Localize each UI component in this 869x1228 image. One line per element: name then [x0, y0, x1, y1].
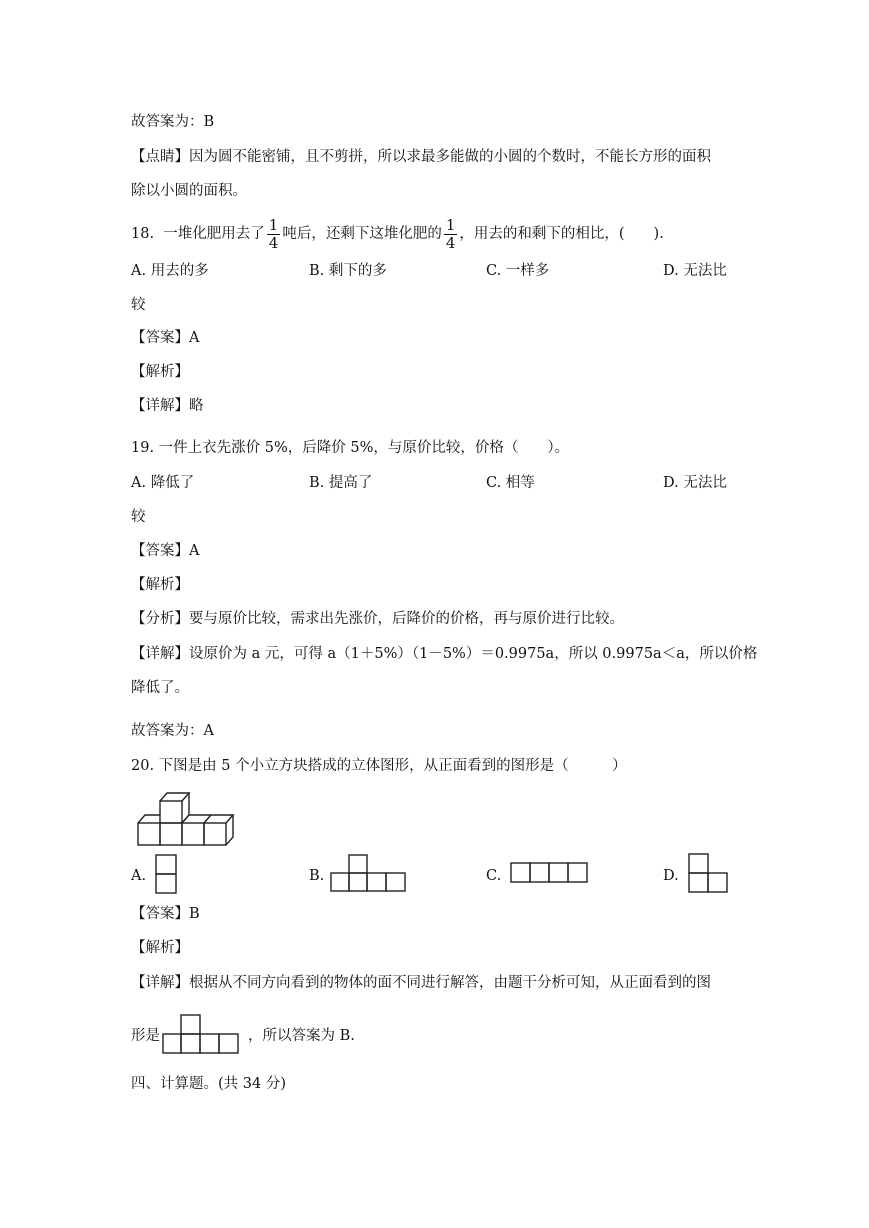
q18-stem-a: 一堆化肥用去了	[163, 226, 265, 242]
q18-stem-c: ，用去的和剩下的相比，( ).	[459, 226, 664, 242]
q18-stem-b: 吨后，还剩下这堆化肥的	[282, 226, 442, 242]
q19-fenxi: 【分析】要与原价比较，需求出先涨价，后降价的价格，再与原价进行比较。	[131, 611, 624, 627]
q18-number: 18.	[131, 226, 155, 242]
section-heading: 四、计算题。(共 34 分)	[131, 1076, 286, 1092]
q18-stem	[131, 214, 664, 254]
prev-answer-line: 故答案为：B	[131, 114, 215, 130]
q20-answer: 【答案】B	[131, 906, 200, 922]
q19-option-b: B. 提高了	[309, 475, 373, 491]
q20-detail-2a: 形是	[131, 1028, 160, 1044]
q19-final-answer: 故答案为：A	[131, 723, 214, 739]
dianjing-text: 因为圆不能密铺，且不剪拼，所以求最多能做的小圆的个数时，不能长方形的面积	[189, 149, 711, 165]
q18-fraction-2-den: 4	[445, 233, 456, 252]
q18-fraction-1-num: 1	[268, 215, 279, 234]
q20-detail-figure	[162, 1014, 242, 1056]
q19-answer: 【答案】A	[131, 543, 200, 559]
q18-fraction-2-num: 1	[445, 215, 456, 234]
cube-bottom-3	[182, 823, 204, 845]
cube-bottom-top-divider	[204, 815, 211, 823]
q20-option-b-figure	[330, 854, 410, 894]
q20-detail-2b: ，所以答案为 B.	[248, 1028, 355, 1044]
q20-jiexi: 【解析】	[131, 940, 189, 956]
prev-dianjing-line-2: 除以小圆的面积。	[131, 183, 247, 199]
q20-option-c-label: C.	[486, 868, 502, 884]
q18-option-c: C. 一样多	[486, 263, 550, 279]
cube-bottom-4	[204, 823, 226, 845]
q18-option-a: A. 用去的多	[131, 263, 209, 279]
q18-fraction-1	[267, 217, 281, 252]
q20-option-b-label: B.	[309, 868, 325, 884]
cube-top-lid	[160, 793, 189, 801]
q18-answer: 【答案】A	[131, 330, 200, 346]
cube-bottom-1	[138, 823, 160, 845]
q20-option-d-figure	[688, 853, 730, 895]
q20-option-d-label: D.	[663, 868, 679, 884]
q19-option-d: D. 无法比	[663, 475, 727, 491]
q18-fraction-2	[444, 217, 458, 252]
q20-option-c-figure	[510, 862, 590, 886]
q18-jiexi: 【解析】	[131, 364, 189, 380]
q18-option-wrap: 较	[131, 297, 146, 313]
q20-detail-1: 【详解】根据从不同方向看到的物体的面不同进行解答，由题干分析可知，从正面看到的图	[131, 975, 711, 991]
q19-option-c: C. 相等	[486, 475, 535, 491]
q19-detail-1: 【详解】设原价为 a 元，可得 a（1＋5%）（1－5%）＝0.9975a，所以 0.9975a＜a，所以价格	[131, 646, 758, 662]
q20-stem: 20. 下图是由 5 个小立方块搭成的立体图形，从正面看到的图形是（ ）	[131, 758, 627, 774]
q19-jiexi: 【解析】	[131, 577, 189, 593]
q20-option-a-label: A.	[131, 868, 147, 884]
cube-top-front	[160, 801, 182, 823]
prev-dianjing-line	[131, 147, 711, 167]
cube-bottom-top-left	[138, 815, 160, 823]
q19-option-a: A. 降低了	[131, 475, 195, 491]
q19-stem: 19. 一件上衣先涨价 5%，后降价 5%，与原价比较，价格（ ）。	[131, 440, 570, 456]
cube-bottom-2	[160, 823, 182, 845]
q19-detail-2: 降低了。	[131, 680, 189, 696]
q18-option-b: B. 剩下的多	[309, 263, 387, 279]
q18-option-d: D. 无法比	[663, 263, 727, 279]
q18-detail: 【详解】略	[131, 398, 204, 414]
dianjing-tag: 【点睛】	[131, 149, 189, 165]
q18-fraction-1-den: 4	[268, 233, 279, 252]
q19-option-wrap: 较	[131, 509, 146, 525]
q20-option-a-figure	[155, 854, 179, 896]
q20-cube-figure	[134, 790, 236, 848]
